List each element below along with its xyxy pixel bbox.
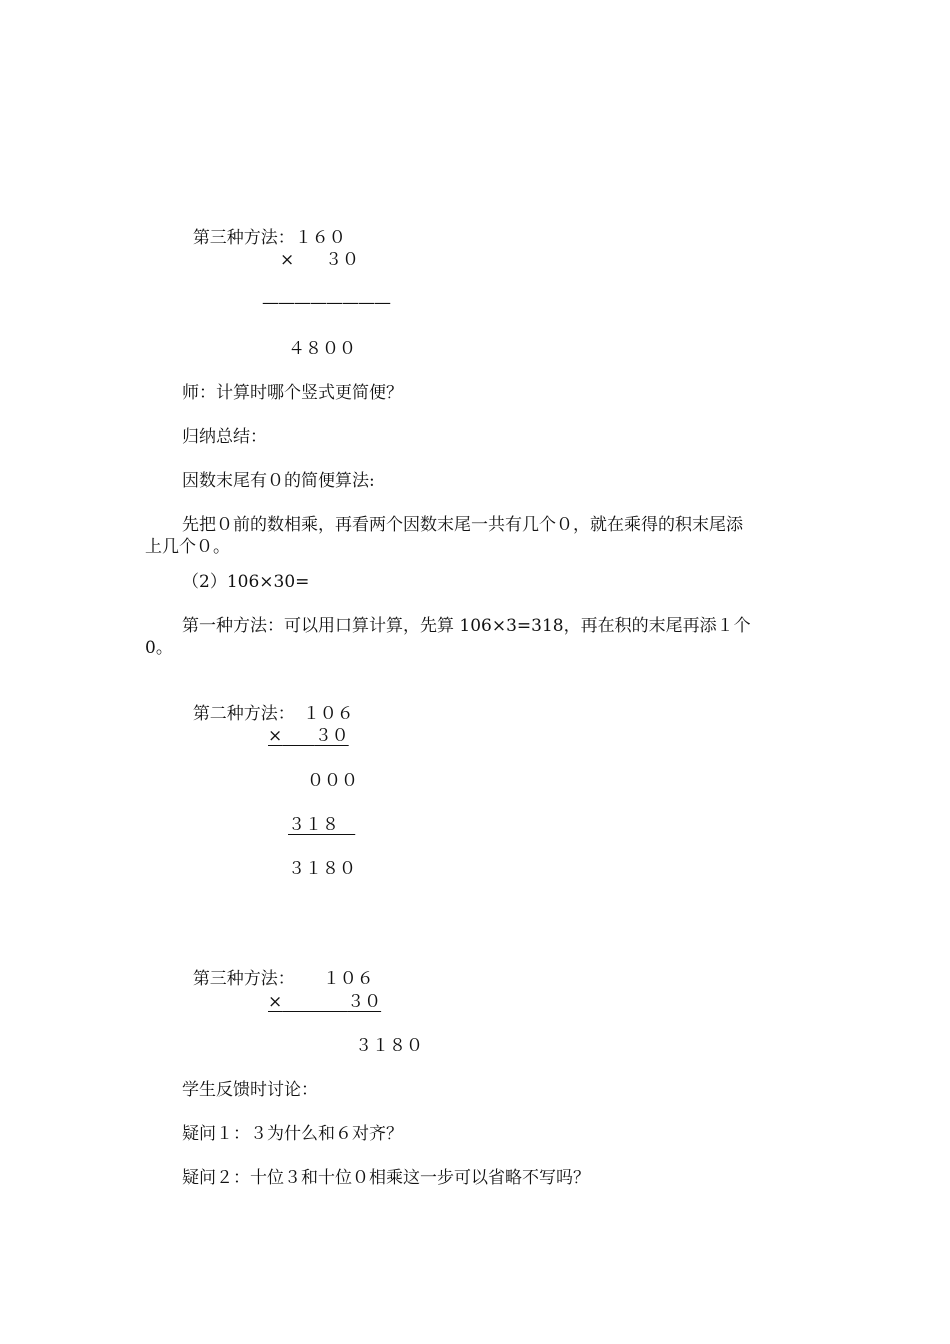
method3-first-operator: × xyxy=(280,250,295,270)
teacher-question: 师：计算时哪个竖式更简便？ xyxy=(182,383,403,403)
question-2: 疑问２：十位３和十位０相乘这一步可以省略不写吗？ xyxy=(182,1168,590,1188)
rule-body-line1: 先把０前的数相乘，再看两个因数末尾一共有几个０，就在乘得的积末尾添 xyxy=(182,515,743,535)
rule-title: 因数末尾有０的简便算法: xyxy=(182,471,375,491)
rule-body-line2: 上几个０。 xyxy=(145,537,230,557)
method2-partial1: ０００ xyxy=(307,771,358,791)
method3-product: ３１８０ xyxy=(355,1036,423,1056)
discussion-heading: 学生反馈时讨论： xyxy=(182,1080,318,1100)
method3-first-rule: ———————— xyxy=(262,293,390,313)
method1-line2: 0。 xyxy=(145,638,173,658)
question-1: 疑问１：３为什么和６对齐？ xyxy=(182,1124,403,1144)
method1-line1: 第一种方法：可以用口算计算，先算 106×3=318，再在积的末尾再添１个 xyxy=(182,616,751,636)
method2-partial2: ３１８ xyxy=(288,815,339,835)
method3-multiplier-row xyxy=(268,991,381,1013)
summary-heading: 归纳总结： xyxy=(182,427,267,447)
problem-2: （2）106×30= xyxy=(182,572,310,592)
method2-product: ３１８０ xyxy=(288,859,356,879)
method3-multiplicand: １０６ xyxy=(322,969,374,989)
method3-first-multiplicand: １６０ xyxy=(294,228,346,248)
method3-first-multiplier: ３０ xyxy=(325,250,359,270)
method3-first-heading: 第三种方法： xyxy=(192,228,295,248)
method3-first-product: ４８００ xyxy=(288,339,356,359)
method2-multiplicand: １０６ xyxy=(302,704,354,724)
method3-first-heading-line xyxy=(182,205,346,249)
method2-heading: 第二种方法： xyxy=(192,704,295,724)
method2-multiplier-row xyxy=(268,725,349,747)
method2-operator: × xyxy=(268,726,283,746)
method2-multiplier: ３０ xyxy=(314,726,349,746)
method2-heading-line xyxy=(182,681,354,725)
method3-operator: × xyxy=(268,992,283,1012)
method2-partial2-row xyxy=(288,814,355,836)
method3-heading-line xyxy=(182,946,374,990)
method3-multiplier: ３０ xyxy=(347,992,382,1012)
method3-heading: 第三种方法： xyxy=(192,969,295,989)
